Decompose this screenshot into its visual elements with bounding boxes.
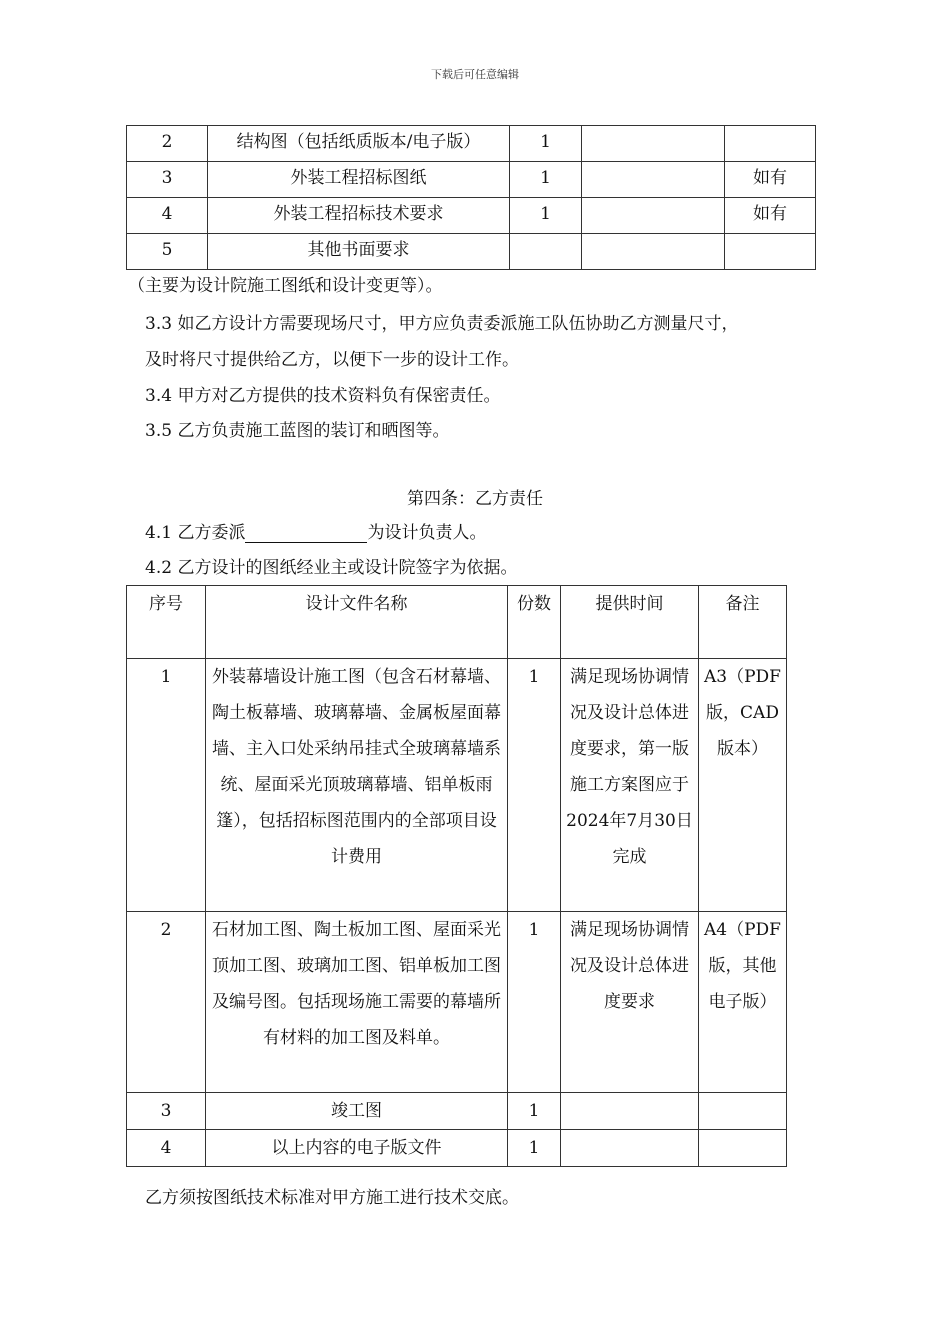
fill-in-blank bbox=[245, 524, 367, 543]
remark bbox=[699, 1093, 787, 1130]
section-title: 第四条：乙方责任 bbox=[407, 489, 543, 509]
quantity: 1 bbox=[508, 1093, 561, 1130]
remark: 如有 bbox=[725, 198, 816, 234]
remark bbox=[725, 234, 816, 270]
remark bbox=[725, 126, 816, 162]
document-name: 外装工程招标技术要求 bbox=[208, 198, 510, 234]
paragraph-start: 4.1 乙方委派 bbox=[145, 523, 246, 543]
provide-time bbox=[582, 162, 725, 198]
table-row bbox=[127, 198, 816, 234]
document-name: 外装幕墙设计施工图（包含石材幕墙、陶土板幕墙、玻璃幕墙、金属板屋面幕墙、主入口处采纳吊挂式全玻璃幕墙系统、屋面采光顶玻璃幕墙、铝单板雨篷），包括招标图范围内的全部项目设计费用 bbox=[206, 659, 508, 912]
document-name: 以上内容的电子版文件 bbox=[206, 1130, 508, 1167]
table-row bbox=[127, 912, 787, 1093]
remark: A4（PDF版，其他电子版） bbox=[699, 912, 787, 1093]
row-number: 3 bbox=[127, 162, 208, 198]
paragraph: 乙方须按图纸技术标准对甲方施工进行技术交底。 bbox=[145, 1188, 519, 1208]
table-row bbox=[127, 162, 816, 198]
remark bbox=[699, 1130, 787, 1167]
row-number: 4 bbox=[127, 1130, 206, 1167]
row-number: 2 bbox=[127, 912, 206, 1093]
header-cell: 备注 bbox=[699, 586, 787, 659]
materials-table bbox=[126, 125, 816, 270]
paragraph: （主要为设计院施工图纸和设计变更等）。 bbox=[128, 276, 443, 296]
table-row bbox=[127, 234, 816, 270]
table-row bbox=[127, 1130, 787, 1167]
remark: A3（PDF版，CAD版本） bbox=[699, 659, 787, 912]
provide-time bbox=[561, 1093, 699, 1130]
quantity: 1 bbox=[510, 126, 582, 162]
row-number: 2 bbox=[127, 126, 208, 162]
table-row bbox=[127, 1093, 787, 1130]
paragraph: 3.5 乙方负责施工蓝图的装订和晒图等。 bbox=[145, 421, 450, 441]
header-cell: 提供时间 bbox=[561, 586, 699, 659]
document-name: 结构图（包括纸质版本/电子版） bbox=[208, 126, 510, 162]
table-header-row bbox=[127, 586, 787, 659]
header-cell: 设计文件名称 bbox=[206, 586, 508, 659]
document-name: 其他书面要求 bbox=[208, 234, 510, 270]
document-name: 竣工图 bbox=[206, 1093, 508, 1130]
paragraph-end: 为设计负责人。 bbox=[367, 523, 487, 543]
paragraph bbox=[145, 518, 486, 543]
header-cell: 序号 bbox=[127, 586, 206, 659]
remark: 如有 bbox=[725, 162, 816, 198]
quantity: 1 bbox=[508, 912, 561, 1093]
quantity: 1 bbox=[510, 162, 582, 198]
paragraph: 3.3 如乙方设计方需要现场尺寸，甲方应负责委派施工队伍协助乙方测量尺寸， bbox=[145, 314, 739, 334]
provide-time bbox=[561, 1130, 699, 1167]
provide-time bbox=[582, 234, 725, 270]
paragraph: 3.4 甲方对乙方提供的技术资料负有保密责任。 bbox=[145, 386, 501, 406]
design-documents-table bbox=[126, 585, 787, 1167]
provide-time bbox=[582, 198, 725, 234]
table-row bbox=[127, 659, 787, 912]
row-number: 3 bbox=[127, 1093, 206, 1130]
header-cell: 份数 bbox=[508, 586, 561, 659]
document-name: 石材加工图、陶土板加工图、屋面采光顶加工图、玻璃加工图、铝单板加工图及编号图。包括现场施工需要的幕墙所有材料的加工图及料单。 bbox=[206, 912, 508, 1093]
row-number: 5 bbox=[127, 234, 208, 270]
paragraph: 及时将尺寸提供给乙方，以便下一步的设计工作。 bbox=[145, 350, 519, 370]
document-name: 外装工程招标图纸 bbox=[208, 162, 510, 198]
provide-time: 满足现场协调情况及设计总体进度要求 bbox=[561, 912, 699, 1093]
paragraph: 4.2 乙方设计的图纸经业主或设计院签字为依据。 bbox=[145, 558, 518, 578]
table-row bbox=[127, 126, 816, 162]
quantity: 1 bbox=[510, 198, 582, 234]
provide-time: 满足现场协调情况及设计总体进度要求，第一版施工方案图应于2024年7月30日完成 bbox=[561, 659, 699, 912]
header-note: 下载后可任意编辑 bbox=[431, 68, 519, 81]
provide-time bbox=[582, 126, 725, 162]
quantity: 1 bbox=[508, 1130, 561, 1167]
row-number: 4 bbox=[127, 198, 208, 234]
row-number: 1 bbox=[127, 659, 206, 912]
quantity: 1 bbox=[508, 659, 561, 912]
quantity bbox=[510, 234, 582, 270]
